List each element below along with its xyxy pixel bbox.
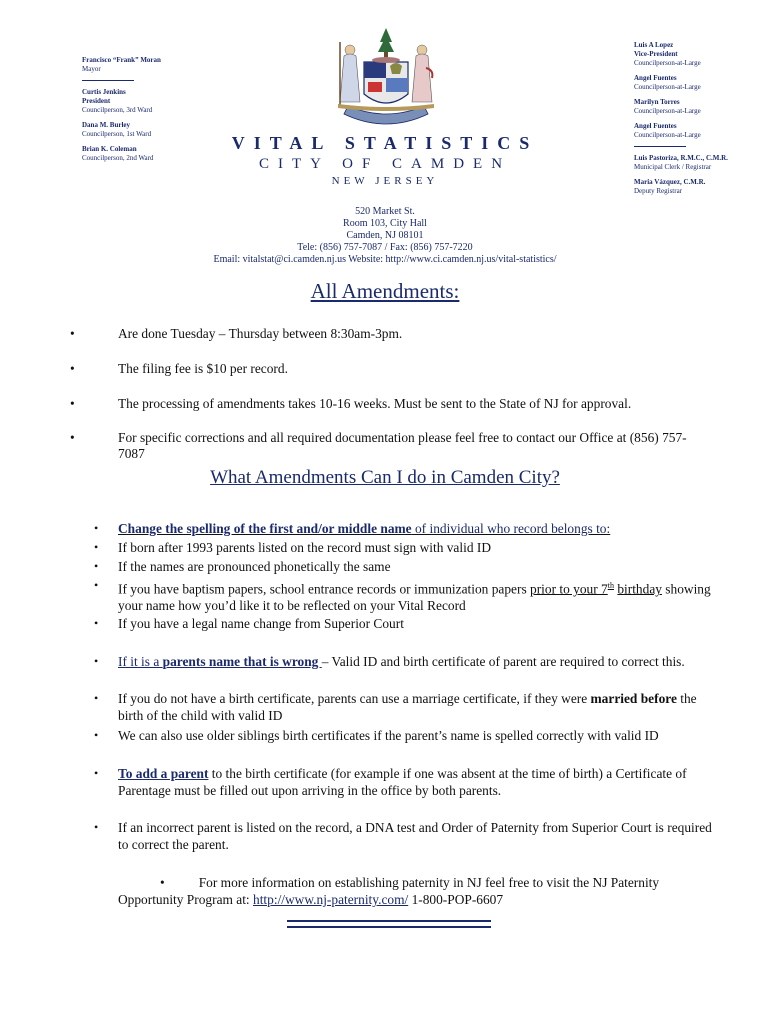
address-street: 520 Market St. <box>355 206 415 217</box>
bullet-text: The filing fee is $10 per record. <box>118 361 288 376</box>
list-item <box>94 653 714 670</box>
official-title: Councilperson-at-Large <box>634 59 701 67</box>
bullet-text: to the birth certificate (for example if one was absent at the time of birth) a Certificate of Parentage must be filled out upon arriving in the office by both parents. <box>118 766 687 798</box>
official-title: Councilperson-at-Large <box>634 83 701 91</box>
bullet-underlined-text: birthday <box>617 581 662 597</box>
address-room: Room 103, City Hall <box>343 218 427 229</box>
bullet-bold-text: To add a parent <box>118 766 209 781</box>
address-city: Camden, NJ 08101 <box>346 230 424 241</box>
official-name: Maria Vázquez, C.M.R. <box>634 178 706 186</box>
official-title: Deputy Registrar <box>634 187 683 195</box>
bullet-icon: • <box>70 396 75 411</box>
bullet-bold-text: parents name that is wrong <box>162 654 322 669</box>
official-name: Brian K. Coleman <box>82 145 137 153</box>
official-at-large <box>634 74 728 92</box>
bullet-text: If you have a legal name change from Superior Court <box>118 616 404 631</box>
list-item <box>94 819 714 853</box>
bullet-text: If born after 1993 parents listed on the record must sign with valid ID <box>118 540 491 555</box>
bullet-text: – Valid ID and birth certificate of parent are required to correct this. <box>321 654 685 669</box>
bullet-underlined-text: If it is a <box>118 654 163 669</box>
city-seal-icon <box>326 22 446 134</box>
bullet-icon: • <box>70 430 75 445</box>
official-name: Dana M. Burley <box>82 121 131 129</box>
bullet-text: If you do not have a birth certificate, parents can use a marriage certificate, if they were <box>118 691 591 706</box>
address-email-web: Email: vitalstat@ci.camden.nj.us Website: http://www.ci.camden.nj.us/vital-statistics/ <box>213 254 557 265</box>
paternity-info <box>118 874 718 908</box>
bullet-text: The processing of amendments takes 10-16 weeks. Must be sent to the State of NJ for approval. <box>118 396 632 411</box>
bullet-text: We can also use older siblings birth certificates if the parent’s name is spelled correctly with valid ID <box>118 728 659 743</box>
official-name: Angel Fuentes <box>634 74 677 82</box>
list-item <box>94 577 714 614</box>
official-role: Vice-President <box>634 50 678 58</box>
official-vice-president <box>634 41 728 68</box>
address-phone: Tele: (856) 757-7087 / Fax: (856) 757-7220 <box>297 242 473 253</box>
list-item <box>94 690 714 724</box>
list-item <box>94 615 714 632</box>
bullet-icon: • <box>70 361 75 376</box>
list-item <box>70 430 710 462</box>
list-item <box>70 361 710 377</box>
list-item <box>94 558 714 575</box>
bullet-underlined-text: prior to your 7 <box>530 581 608 597</box>
list-item <box>94 539 714 556</box>
list-item <box>70 396 710 412</box>
bullet-icon: • <box>70 326 75 341</box>
list-item <box>94 520 714 537</box>
official-president <box>82 88 161 115</box>
official-title: Councilperson, 1st Ward <box>82 130 152 138</box>
bullet-icon: • <box>94 691 99 705</box>
bullet-icon: • <box>94 578 99 592</box>
bullet-icon: • <box>94 616 99 630</box>
official-title: Mayor <box>82 65 101 73</box>
bullet-text: For specific corrections and all required documentation please feel free to contact our Office at (856) 757-7087 <box>118 430 687 461</box>
official-name: Marilyn Torres <box>634 98 680 106</box>
official-title: Councilperson, 2nd Ward <box>82 154 154 162</box>
official-name: Curtis Jenkins <box>82 88 126 96</box>
official-name: Angel Fuentes <box>634 122 677 130</box>
official-title: Councilperson-at-Large <box>634 107 701 115</box>
official-title: Councilperson-at-Large <box>634 131 701 139</box>
official-at-large <box>634 98 728 116</box>
official-title: Municipal Clerk / Registrar <box>634 163 712 171</box>
superscript-text: th <box>607 581 614 590</box>
official-name: Luis A Lopez <box>634 41 674 49</box>
list-item <box>70 326 710 342</box>
paternity-text: For more information on establishing paternity in NJ feel free to visit the NJ Paternity Opportunity Program at: <box>118 875 660 907</box>
paternity-phone: 1-800-POP-6607 <box>408 892 504 907</box>
bullet-icon: • <box>94 559 99 573</box>
bullet-text: the birth of the child with valid ID <box>118 691 697 723</box>
list-item <box>94 765 714 799</box>
bullet-icon: • <box>94 540 99 554</box>
page-title: VITAL STATISTICS <box>231 133 539 153</box>
paternity-link[interactable]: http://www.nj-paternity.com/ <box>253 892 409 907</box>
list-item <box>94 727 714 744</box>
bullet-icon: • <box>160 875 165 890</box>
bullet-text: If an incorrect parent is listed on the record, a DNA test and Order of Paternity from Superior Court is required to correct the parent. <box>118 820 712 852</box>
state-name: NEW JERSEY <box>331 175 439 187</box>
bullet-icon: • <box>94 820 99 834</box>
section-heading-camden-amendments: What Amendments Can I do in Camden City? <box>210 467 560 488</box>
bullet-text: of individual who record belongs to: <box>411 521 611 536</box>
bullet-text: showing your name how you’d like it to be reflected on your Vital Record <box>118 581 711 614</box>
official-name: Luis Pastoriza, R.M.C., C.M.R. <box>634 154 728 162</box>
bullet-icon: • <box>94 654 99 668</box>
double-rule-divider <box>287 920 491 928</box>
city-name: CITY OF CAMDEN <box>258 156 512 172</box>
bullet-text: If the names are pronounced phonetically the same <box>118 559 391 574</box>
bullet-text: Are done Tuesday – Thursday between 8:30am-3pm. <box>118 326 403 341</box>
bullet-bold-text: married before <box>590 691 677 706</box>
official-name: Francisco “Frank” Moran <box>82 56 161 64</box>
divider <box>82 80 134 81</box>
bullet-icon: • <box>94 766 99 780</box>
official-role: President <box>82 97 111 105</box>
office-address <box>0 206 770 266</box>
bullet-text: If you have baptism papers, school entrance records or immunization papers <box>118 581 530 597</box>
bullet-icon: • <box>94 521 99 535</box>
bullet-bold-text: Change the spelling of the first and/or middle name <box>118 521 412 536</box>
official-title: Councilperson, 3rd Ward <box>82 106 153 114</box>
section-heading-all-amendments: All Amendments: <box>310 279 460 303</box>
bullet-icon: • <box>94 728 99 742</box>
official-mayor <box>82 56 161 74</box>
